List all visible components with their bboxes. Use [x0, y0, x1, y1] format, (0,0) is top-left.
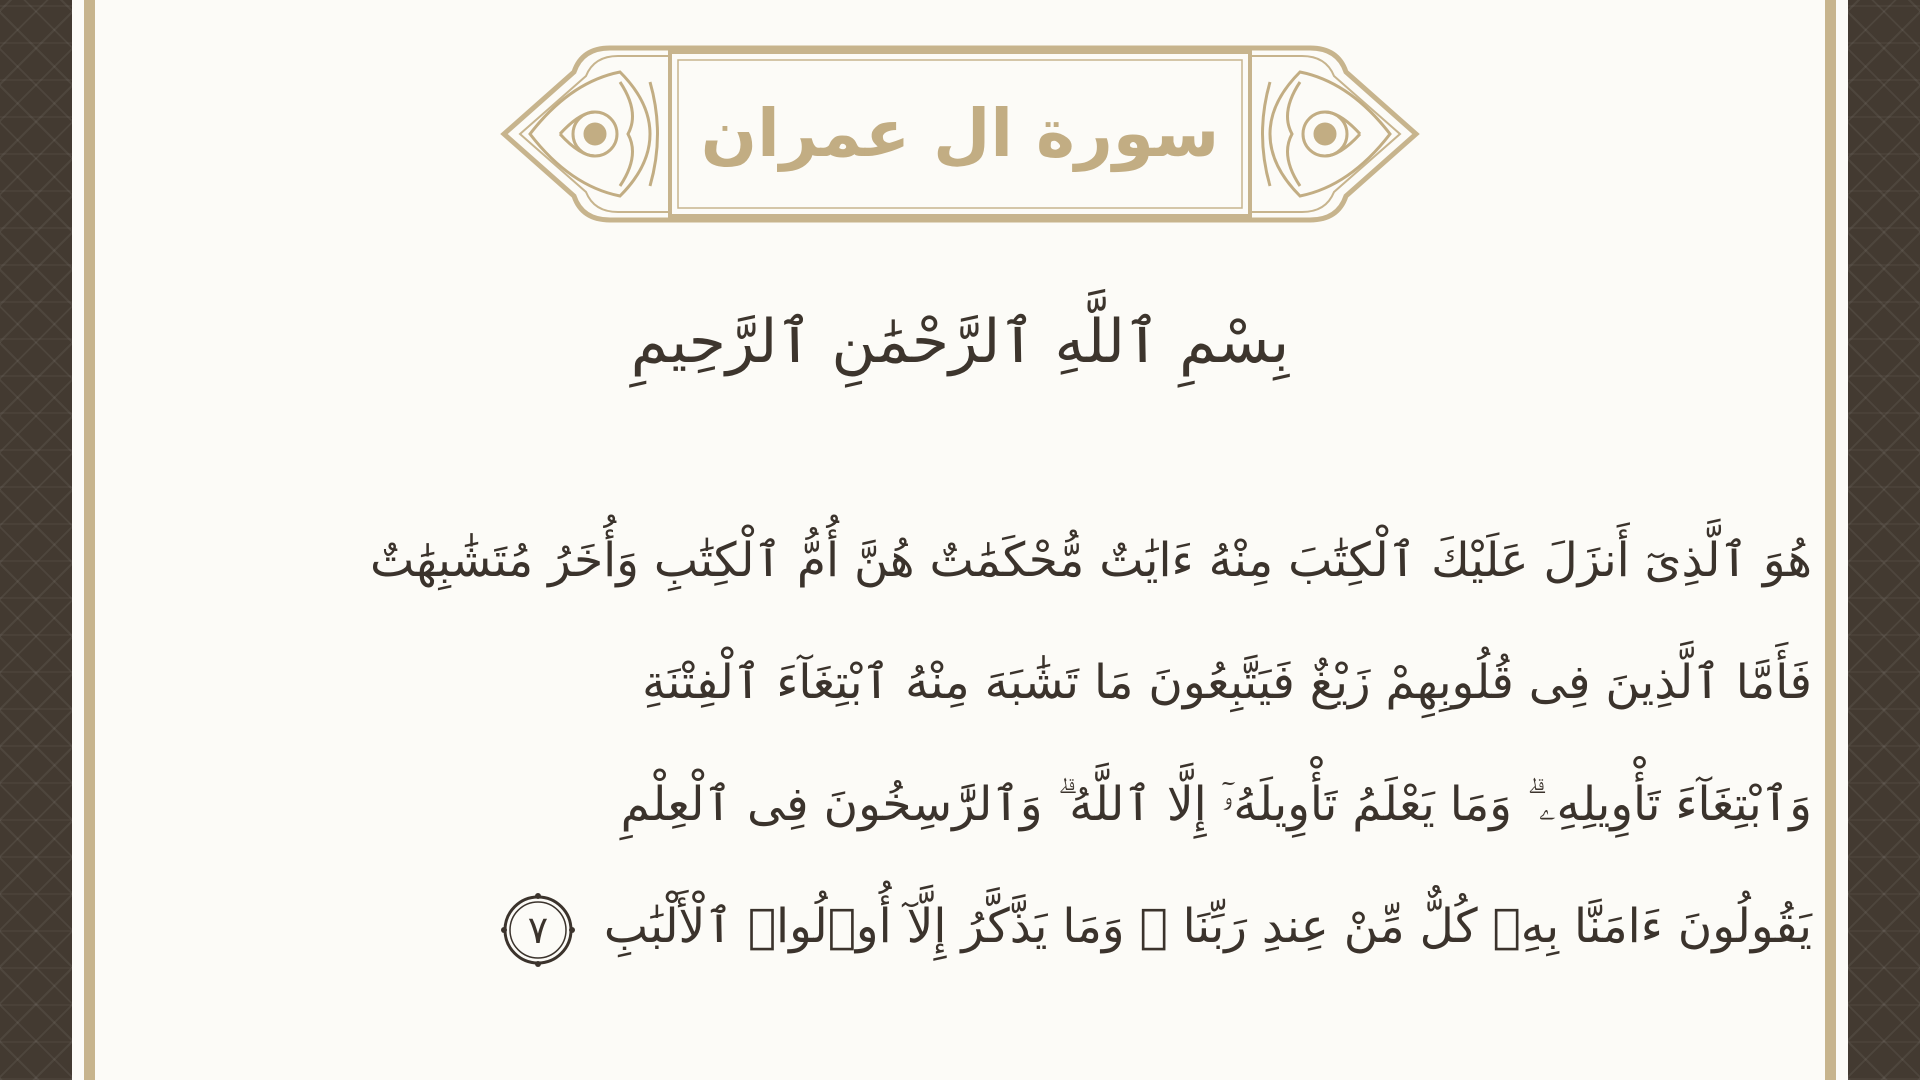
verse-line-text: وَٱبْتِغَآءَ تَأْوِيلِهِۦ ۗ وَمَا يَعْلَمُ تَأْوِيلَهُۥٓ إِلَّا ٱللَّهُ ۗ وَٱلرَّٰسِخُونَ فِى ٱلْعِلْمِ [620, 777, 1812, 832]
verse-line [92, 866, 1822, 988]
right-gold-rule [1825, 0, 1836, 1080]
ayah-number-marker [499, 891, 577, 969]
right-pattern-border [1848, 0, 1920, 1080]
verse-text [92, 500, 1822, 988]
verse-line-text: فَأَمَّا ٱلَّذِينَ فِى قُلُوبِهِمْ زَيْغٌ فَيَتَّبِعُونَ مَا تَشَٰبَهَ مِنْهُ ٱبْتِغَآءَ ٱلْفِتْنَةِ [642, 655, 1812, 710]
basmala: بِسْمِ ٱللَّهِ ٱلرَّحْمَٰنِ ٱلرَّحِيمِ [630, 307, 1290, 377]
verse-line-text: يَقُولُونَ ءَامَنَّا بِهِۦ كُلٌّ مِّنْ عِندِ رَبِّنَا ۗ وَمَا يَذَّكَّرُ إِلَّآ أُو۟لُوا۟ ٱلْأَلْبَٰبِ [603, 899, 1812, 954]
surah-title: سورة ال عمران [700, 95, 1220, 172]
left-pattern-border [0, 0, 72, 1080]
surah-header-frame [500, 42, 1420, 226]
verse-line [92, 500, 1822, 622]
verse-line-text: هُوَ ٱلَّذِىٓ أَنزَلَ عَلَيْكَ ٱلْكِتَٰبَ مِنْهُ ءَايَٰتٌ مُّحْكَمَٰتٌ هُنَّ أُمُّ ٱلْكِتَٰبِ وَأُخَرُ مُتَشَٰبِهَٰتٌ [369, 533, 1812, 588]
ayah-number: ٧ [527, 907, 549, 952]
verse-line [92, 744, 1822, 866]
verse-line [92, 622, 1822, 744]
